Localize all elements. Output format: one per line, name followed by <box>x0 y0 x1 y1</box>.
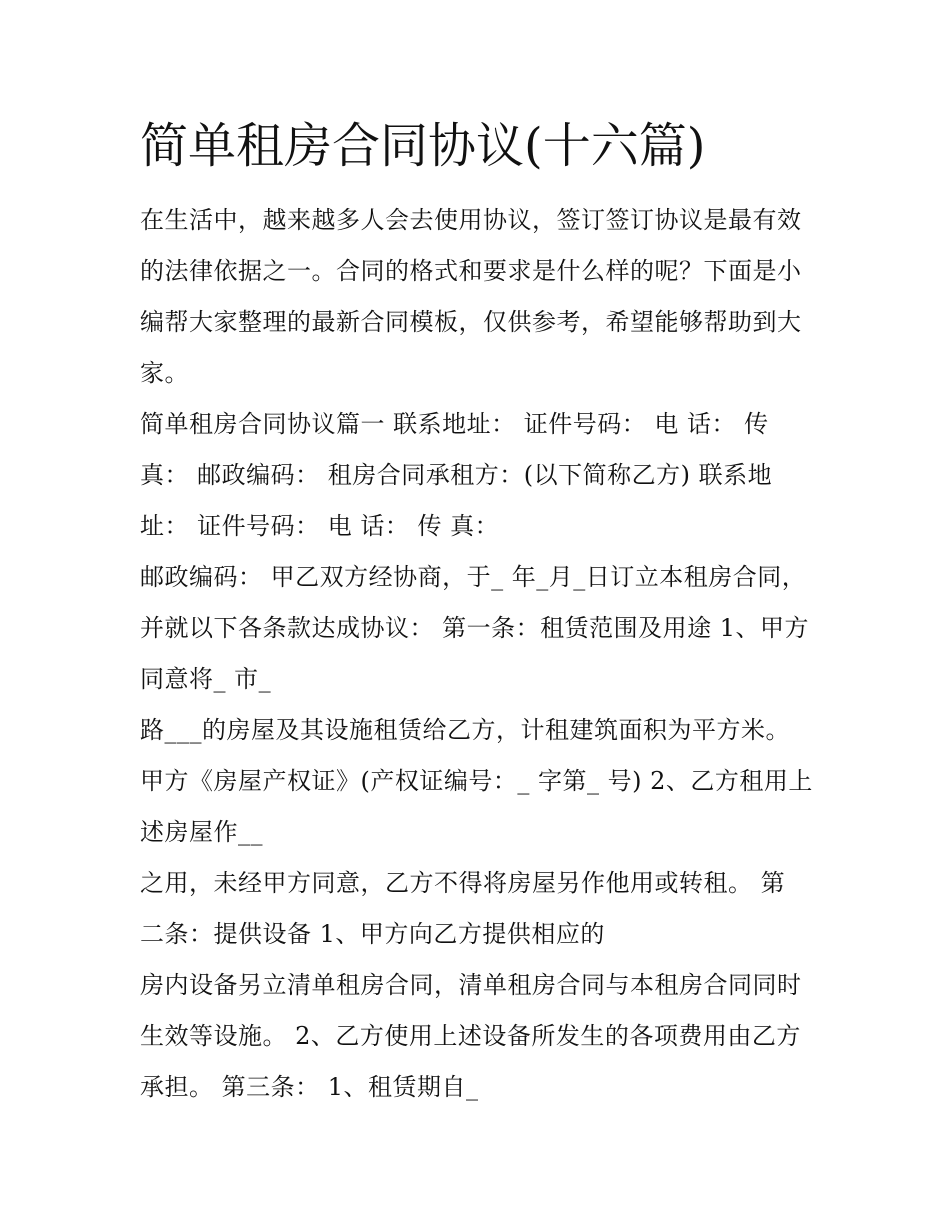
paragraph-line: 述房屋作__ <box>140 818 263 846</box>
paragraph-line: 生效等设施。 2、乙方使用上述设备所发生的各项费用由乙方 <box>140 1022 801 1050</box>
paragraph-line: 家。 <box>140 359 189 387</box>
paragraph-line: 二条：提供设备 1、甲方向乙方提供相应的 <box>140 920 605 948</box>
paragraph-line: 的法律依据之一。合同的格式和要求是什么样的呢？下面是小 <box>140 257 802 285</box>
paragraph-line: 编帮大家整理的最新合同模板，仅供参考，希望能够帮助到大 <box>140 308 802 336</box>
paragraph-line: 并就以下各条款达成协议： 第一条：租赁范围及用途 1、甲方 <box>140 614 810 642</box>
paragraph-line: 甲方《房屋产权证》(产权证编号：_ 字第_ 号) 2、乙方租用上 <box>140 767 813 795</box>
paragraph-line: 在生活中，越来越多人会去使用协议，签订签订协议是最有效 <box>140 206 802 234</box>
paragraph-line: 房内设备另立清单租房合同，清单租房合同与本租房合同同时 <box>140 971 802 999</box>
paragraph-line: 同意将_ 市_ <box>140 665 272 693</box>
paragraph-line: 路___的房屋及其设施租赁给乙方，计租建筑面积为平方米。 <box>140 716 790 744</box>
paragraph-line: 真： 邮政编码： 租房合同承租方：(以下简称乙方) 联系地 <box>140 461 773 489</box>
paragraph-line: 邮政编码： 甲乙双方经协商，于_ 年_月_日订立本租房合同， <box>140 563 807 591</box>
paragraph-line: 之用，未经甲方同意，乙方不得将房屋另作他用或转租。 第 <box>140 869 786 897</box>
paragraph-line: 承担。 第三条： 1、租赁期自_ <box>140 1073 479 1101</box>
paragraph-line: 址： 证件号码： 电 话： 传 真： <box>140 512 500 540</box>
paragraph-line: 简单租房合同协议篇一 联系地址： 证件号码： 电 话： 传 <box>140 410 769 438</box>
document-title: 简单租房合同协议(十六篇) <box>140 118 706 174</box>
